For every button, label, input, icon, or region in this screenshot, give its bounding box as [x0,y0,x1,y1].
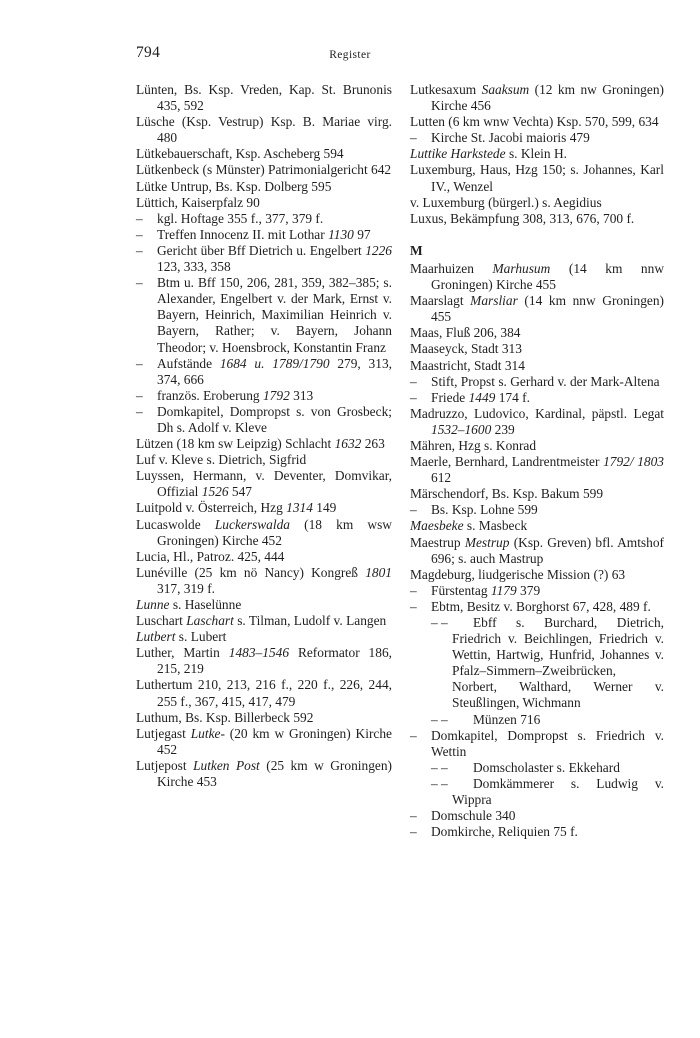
entry-text: 174 f. [498,389,530,405]
entry-text: Domkapitel, Dompropst s. Friedrich v. Wettin [431,727,664,759]
index-column-right [410,82,664,840]
entry-text: Reformator 186, 215, 219 [157,645,392,677]
index-entry [410,438,664,454]
entry-text: Magdeburg, liudgerische Mission (?) 63 [410,566,626,582]
entry-text: (Ksp. Greven) bfl. Amtshof 696; s. auch Mastrup [431,534,664,566]
entry-italic-term: Maesbeke [410,518,464,534]
index-entry [136,726,392,758]
entry-italic: 1449 [468,389,496,405]
entry-text: Ebtm, Besitz v. Borghorst 67, 428, 489 f. [431,598,651,614]
index-subentry [410,776,664,808]
entry-text: Domschule 340 [431,808,516,824]
entry-text: Lütkenbeck (s Münster) Patrimonialgericht 642 [136,162,392,178]
entry-text: Aufstände [157,355,213,371]
entry-text: Domkämmerer s. Ludwig v. Wippra [452,775,664,808]
index-entry [136,162,392,178]
entry-text: 547 [231,484,252,500]
subentry-dash: – [410,598,417,614]
subentry-dash: – [136,355,143,371]
entry-text: Lützen (18 km sw Leipzig) Schlacht [136,436,332,452]
index-subentry [410,130,664,146]
index-entry [136,179,392,195]
entry-italic: 1792/ 1803 [603,454,664,470]
entry-text: s. Klein H. [508,146,567,162]
entry-text: Luthertum 210, 213, 216 f., 220 f., 226, 244, 255 f., 367, 415, 417, 479 [136,677,392,709]
entry-italic: 1801 [365,564,392,580]
entry-text: 239 [494,421,515,437]
entry-text: Lünten, Bs. Ksp. Vreden, Kap. St. Brunonis 435, 592 [136,82,392,114]
entry-text: Lutkesaxum [410,82,477,97]
entry-text: 263 [364,436,385,452]
subentry-dash: – [136,210,143,226]
entry-text: Luf v. Kleve s. Dietrich, Sigfrid [136,452,307,468]
index-subentry [410,583,664,599]
entry-text: 379 [520,582,541,598]
index-subentry [410,502,664,518]
entry-text: Mähren, Hzg s. Konrad [410,437,537,453]
subentry-dash: – [410,824,417,840]
entry-text: Lüsche (Ksp. Vestrup) Ksp. B. Mariae virg. 480 [136,114,392,146]
subentry-dash: – – [431,615,448,630]
subentry-dash: – [136,242,143,258]
index-entry [136,468,392,500]
entry-text: 279, 313, 374, 666 [157,355,392,387]
section-letter: M [410,242,423,258]
index-subentry [410,712,664,728]
entry-italic: Mestrup [464,534,510,550]
running-title: Register [329,49,371,61]
index-entry [136,613,392,629]
entry-text: Domscholaster s. Ekkehard [473,759,620,775]
subentry-dash: – [410,389,417,405]
entry-italic: Saaksum [481,82,530,97]
index-subentry [410,374,664,390]
index-subentry [136,275,392,355]
index-subentry [410,760,664,776]
index-entry [410,195,664,211]
entry-text: 149 [316,500,337,516]
entry-italic: Luckerswalda [214,516,290,532]
index-entry [410,146,664,162]
entry-text: Bs. Ksp. Lohne 599 [431,502,538,518]
index-subentry [410,728,664,760]
entry-text: (25 km w Groningen) Kirche 453 [157,757,392,790]
index-entry [136,452,392,468]
entry-italic-term: Luttike Harkstede [410,146,506,162]
subentry-dash: – [136,226,143,242]
index-entry [136,629,392,645]
entry-text: Maestrup [410,534,461,550]
subentry-dash: – [136,275,143,291]
entry-text: Luschart [136,613,183,629]
index-entry [410,341,664,357]
index-entry [410,162,664,194]
page-number: 794 [136,44,161,61]
index-entry [136,114,392,146]
index-entry [410,518,664,534]
index-subentry [136,388,392,404]
entry-text: Lütkebauerschaft, Ksp. Ascheberg 594 [136,146,344,162]
entry-text: Kirche St. Jacobi maioris 479 [431,130,590,146]
index-entry [410,486,664,502]
entry-text: (18 km wsw Groningen) Kirche 452 [157,516,392,548]
entry-text: Lütke Untrup, Bs. Ksp. Dolberg 595 [136,178,332,194]
entry-text: Stift, Propst s. Gerhard v. der Mark-Altena [431,373,660,389]
index-column-left [136,82,392,790]
index-subentry [136,243,392,275]
entry-text: Luther, Martin [136,645,220,661]
entry-text: Luitpold v. Österreich, Hzg [136,500,283,516]
entry-italic: Lutken Post [193,757,260,773]
index-entry [410,358,664,374]
entry-text: (14 km nnw Groningen) 455 [431,293,665,325]
entry-text: Luxus, Bekämpfung 308, 313, 676, 700 f. [410,210,635,226]
entry-text: Gericht über Bff Dietrich u. Engelbert [157,242,362,258]
subentry-dash: – [136,403,143,419]
index-subentry [136,227,392,243]
index-entry [136,597,392,613]
index-entry [410,293,664,325]
index-entry [410,261,664,293]
entry-italic: 1526 [201,484,229,500]
entry-text: v. Luxemburg (bürgerl.) s. Aegidius [410,194,602,210]
entry-text: Maerle, Bernhard, Landrentmeister [410,454,600,470]
index-entry [410,454,664,486]
entry-text: Ebff s. Burchard, Dietrich, Friedrich v. Beichlingen, Friedrich v. Wettin, Hartwig, Hunfrid, Johannes v. Pfalz–Simmern–Zweibrücken, Norbert, Walthard, Werner v. Steußlingen, Wichmann [452,615,664,711]
entry-italic: Laschart [186,613,234,629]
entry-text: Lunéville (25 km nö Nancy) Kongreß [136,564,358,580]
entry-text: Btm u. Bff 150, 206, 281, 359, 382–385; s. Alexander, Engelbert v. der Mark, Ernst v. Bayern, Heinrich, Maximilian Heinrich v. Bayern, Rather; v. Bayern, Johann Theodor; v. Hoensbrock, Konstantin Franz [157,275,392,355]
index-entry [136,549,392,565]
entry-text: s. Haselünne [172,597,242,612]
subentry-dash: – [410,130,417,146]
entry-text: Domkapitel, Dompropst s. von Grosbeck; Dh s. Adolf v. Kleve [157,403,392,435]
index-entry [410,535,664,567]
index-entry [410,82,664,114]
subentry-dash: – [410,727,417,743]
entry-text: Maaseyck, Stadt 313 [410,341,522,357]
entry-text: s. Masbeck [466,518,528,534]
subentry-dash: – – [431,775,448,791]
index-entry [136,500,392,516]
entry-text: Maas, Fluß 206, 384 [410,325,521,341]
index-subentry [136,404,392,436]
entry-text: 612 [431,470,452,486]
index-entry [136,517,392,549]
index-entry [136,565,392,597]
entry-text: Madruzzo, Ludovico, Kardinal, päpstl. Legat [410,405,664,421]
index-subentry [410,808,664,824]
entry-italic: 1632 [334,436,362,452]
entry-text: französ. Eroberung [157,387,260,403]
entry-italic: 1684 u. 1789/1790 [219,355,330,371]
entry-text: Lutjepost [136,757,187,773]
entry-text: Luxemburg, Haus, Hzg 150; s. Johannes, Karl IV., Wenzel [410,162,664,194]
entry-italic: 1179 [490,582,517,598]
entry-text: (14 km nnw Groningen) Kirche 455 [431,260,664,293]
entry-text: Maarslagt [410,293,464,309]
entry-text: Lucaswolde [136,516,201,532]
index-entry [410,567,664,583]
subentry-dash: – [410,373,417,389]
index-subentry [410,599,664,615]
entry-italic: Marhusum [492,260,551,276]
index-entry [410,325,664,341]
index-subentry [410,615,664,712]
entry-text: Domkirche, Reliquien 75 f. [431,824,578,840]
index-entry [136,146,392,162]
entry-text: Lutten (6 km wnw Vechta) Ksp. 570, 599, 634 [410,114,659,130]
entry-text: Lutjegast [136,725,186,741]
entry-italic-term: Lutbert [136,629,176,645]
index-entry [136,436,392,452]
entry-text: Maastricht, Stadt 314 [410,357,525,373]
entry-text: Fürstentag [431,582,488,598]
index-subentry [136,211,392,227]
entry-text: Friede [431,389,466,405]
entry-text: (12 km nw Groningen) Kirche 456 [431,82,664,114]
subentry-dash: – [410,582,417,598]
subentry-dash: – [410,502,417,518]
entry-text: 97 [357,226,371,242]
entry-text: s. Lubert [178,629,227,645]
index-entry [136,82,392,114]
index-entry [136,195,392,211]
index-subentry [410,390,664,406]
index-subentry [410,824,664,840]
entry-italic: Lutke- [190,725,225,741]
entry-italic: 1532–1600 [431,421,492,437]
entry-text: Luyssen, Hermann, v. Deventer, Domvikar, Offizial [136,468,392,500]
subentry-dash: – [136,387,143,403]
entry-italic: 1792 [262,387,290,403]
entry-text: kgl. Hoftage 355 f., 377, 379 f. [157,210,324,226]
entry-text: 123, 333, 358 [157,259,231,275]
entry-text: Treffen Innocenz II. mit Lothar [157,226,325,242]
subentry-dash: – [410,808,417,824]
index-entry [410,114,664,130]
index-entry [136,645,392,677]
subentry-dash: – – [431,711,448,727]
entry-text: Märschendorf, Bs. Ksp. Bakum 599 [410,486,604,502]
entry-text: Lucia, Hl., Patroz. 425, 444 [136,548,285,564]
entry-text: (20 km w Groningen) Kirche 452 [157,725,392,757]
entry-italic-term: Lunne [136,597,170,612]
entry-italic: 1483–1546 [228,645,290,661]
entry-text: 317, 319 f. [157,580,216,596]
entry-italic: Marsliar [470,293,518,309]
subentry-dash: – – [431,759,448,775]
index-entry [136,710,392,726]
entry-text: s. Tilman, Ludolf v. Langen [237,613,387,629]
entry-italic: 1226 [365,242,392,258]
entry-text: Maarhuizen [410,260,474,276]
index-entry [136,677,392,709]
entry-text: Lüttich, Kaiserpfalz 90 [136,194,260,210]
index-entry [410,406,664,438]
entry-italic: 1130 [328,226,354,242]
entry-text: Luthum, Bs. Ksp. Billerbeck 592 [136,709,314,725]
entry-text: 313 [293,387,314,403]
index-entry [410,211,664,227]
entry-italic: 1314 [286,500,313,516]
index-subentry [136,356,392,388]
entry-text: Münzen 716 [473,711,541,727]
index-entry [136,758,392,790]
